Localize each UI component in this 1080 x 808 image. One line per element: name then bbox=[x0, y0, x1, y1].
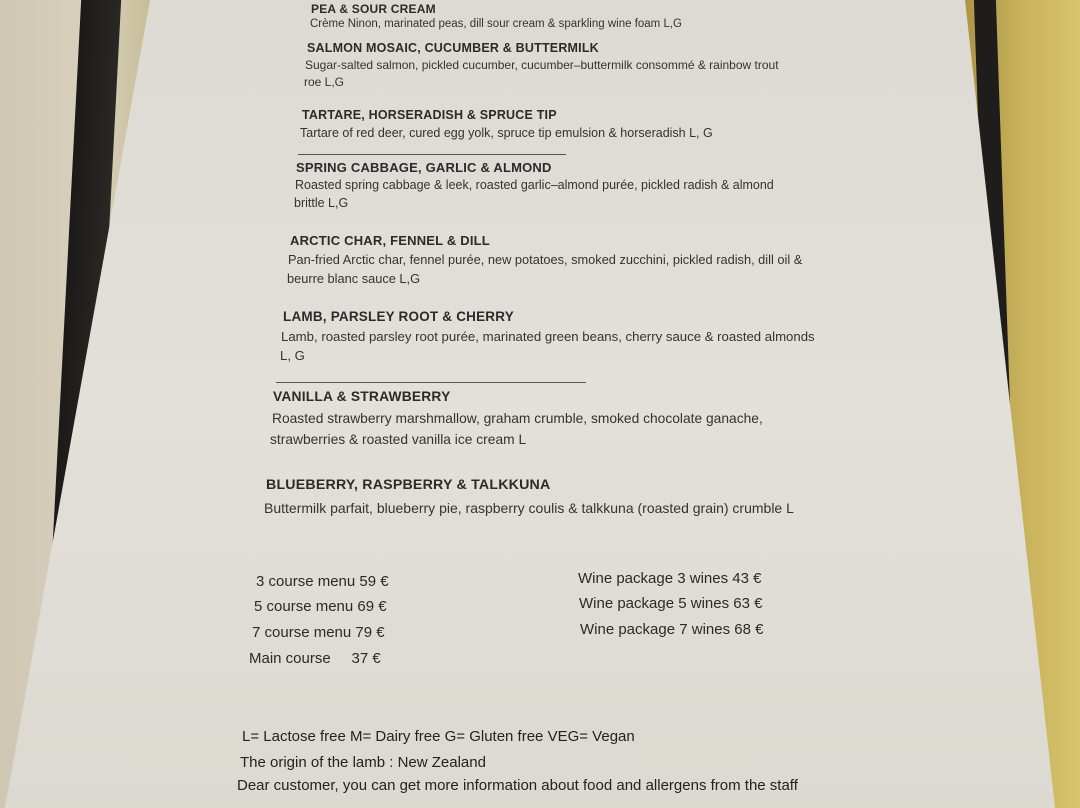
staff-info-note: Dear customer, you can get more information about food and allergens from the staff bbox=[237, 777, 798, 794]
dish-title: BLUEBERRY, RASPBERRY & TALKKUNA bbox=[266, 477, 551, 493]
dish-desc: Pan-fried Arctic char, fennel purée, new potatoes, smoked zucchini, pickled radish, dill oil & bbox=[288, 252, 803, 267]
dish-desc: Roasted strawberry marshmallow, graham crumble, smoked chocolate ganache, bbox=[272, 411, 763, 426]
dish-title: SALMON MOSAIC, CUCUMBER & BUTTERMILK bbox=[307, 41, 599, 55]
dish-title: VANILLA & STRAWBERRY bbox=[273, 389, 451, 404]
dish-desc: brittle L,G bbox=[294, 196, 349, 210]
wine-package-3: Wine package 3 wines 43 € bbox=[578, 570, 762, 587]
dish-desc: roe L,G bbox=[304, 75, 345, 89]
dish-desc: Crème Ninon, marinated peas, dill sour cream & sparkling wine foam L,G bbox=[310, 18, 682, 30]
lamb-origin: The origin of the lamb : New Zealand bbox=[240, 754, 486, 771]
dish-title: ARCTIC CHAR, FENNEL & DILL bbox=[290, 233, 490, 248]
dish-desc: beurre blanc sauce L,G bbox=[287, 271, 421, 286]
dish-desc: L, G bbox=[280, 348, 305, 363]
dish-title: LAMB, PARSLEY ROOT & CHERRY bbox=[283, 309, 514, 324]
wine-package-7: Wine package 7 wines 68 € bbox=[580, 621, 764, 638]
price-main-course: Main course 37 € bbox=[249, 650, 381, 667]
price-5-course: 5 course menu 69 € bbox=[254, 598, 387, 615]
price-7-course: 7 course menu 79 € bbox=[252, 624, 385, 641]
dish-desc: Tartare of red deer, cured egg yolk, spruce tip emulsion & horseradish L, G bbox=[300, 126, 713, 140]
dish-desc: Lamb, roasted parsley root purée, marinated green beans, cherry sauce & roasted almonds bbox=[281, 329, 815, 344]
divider bbox=[298, 154, 566, 155]
divider bbox=[276, 382, 586, 383]
wine-package-5: Wine package 5 wines 63 € bbox=[579, 595, 763, 612]
dish-desc: Sugar-salted salmon, pickled cucumber, cucumber–buttermilk consommé & rainbow trout bbox=[305, 58, 779, 72]
dish-title: PEA & SOUR CREAM bbox=[311, 2, 436, 16]
dish-desc: strawberries & roasted vanilla ice cream L bbox=[270, 432, 527, 447]
allergen-legend: L= Lactose free M= Dairy free G= Gluten free VEG= Vegan bbox=[242, 728, 635, 745]
dish-title: SPRING CABBAGE, GARLIC & ALMOND bbox=[296, 160, 552, 175]
dish-desc: Roasted spring cabbage & leek, roasted garlic–almond purée, pickled radish & almond bbox=[295, 178, 774, 192]
price-3-course: 3 course menu 59 € bbox=[256, 573, 389, 590]
dish-desc: Buttermilk parfait, blueberry pie, raspberry coulis & talkkuna (roasted grain) crumble L bbox=[264, 500, 794, 516]
dish-title: TARTARE, HORSERADISH & SPRUCE TIP bbox=[302, 108, 557, 122]
